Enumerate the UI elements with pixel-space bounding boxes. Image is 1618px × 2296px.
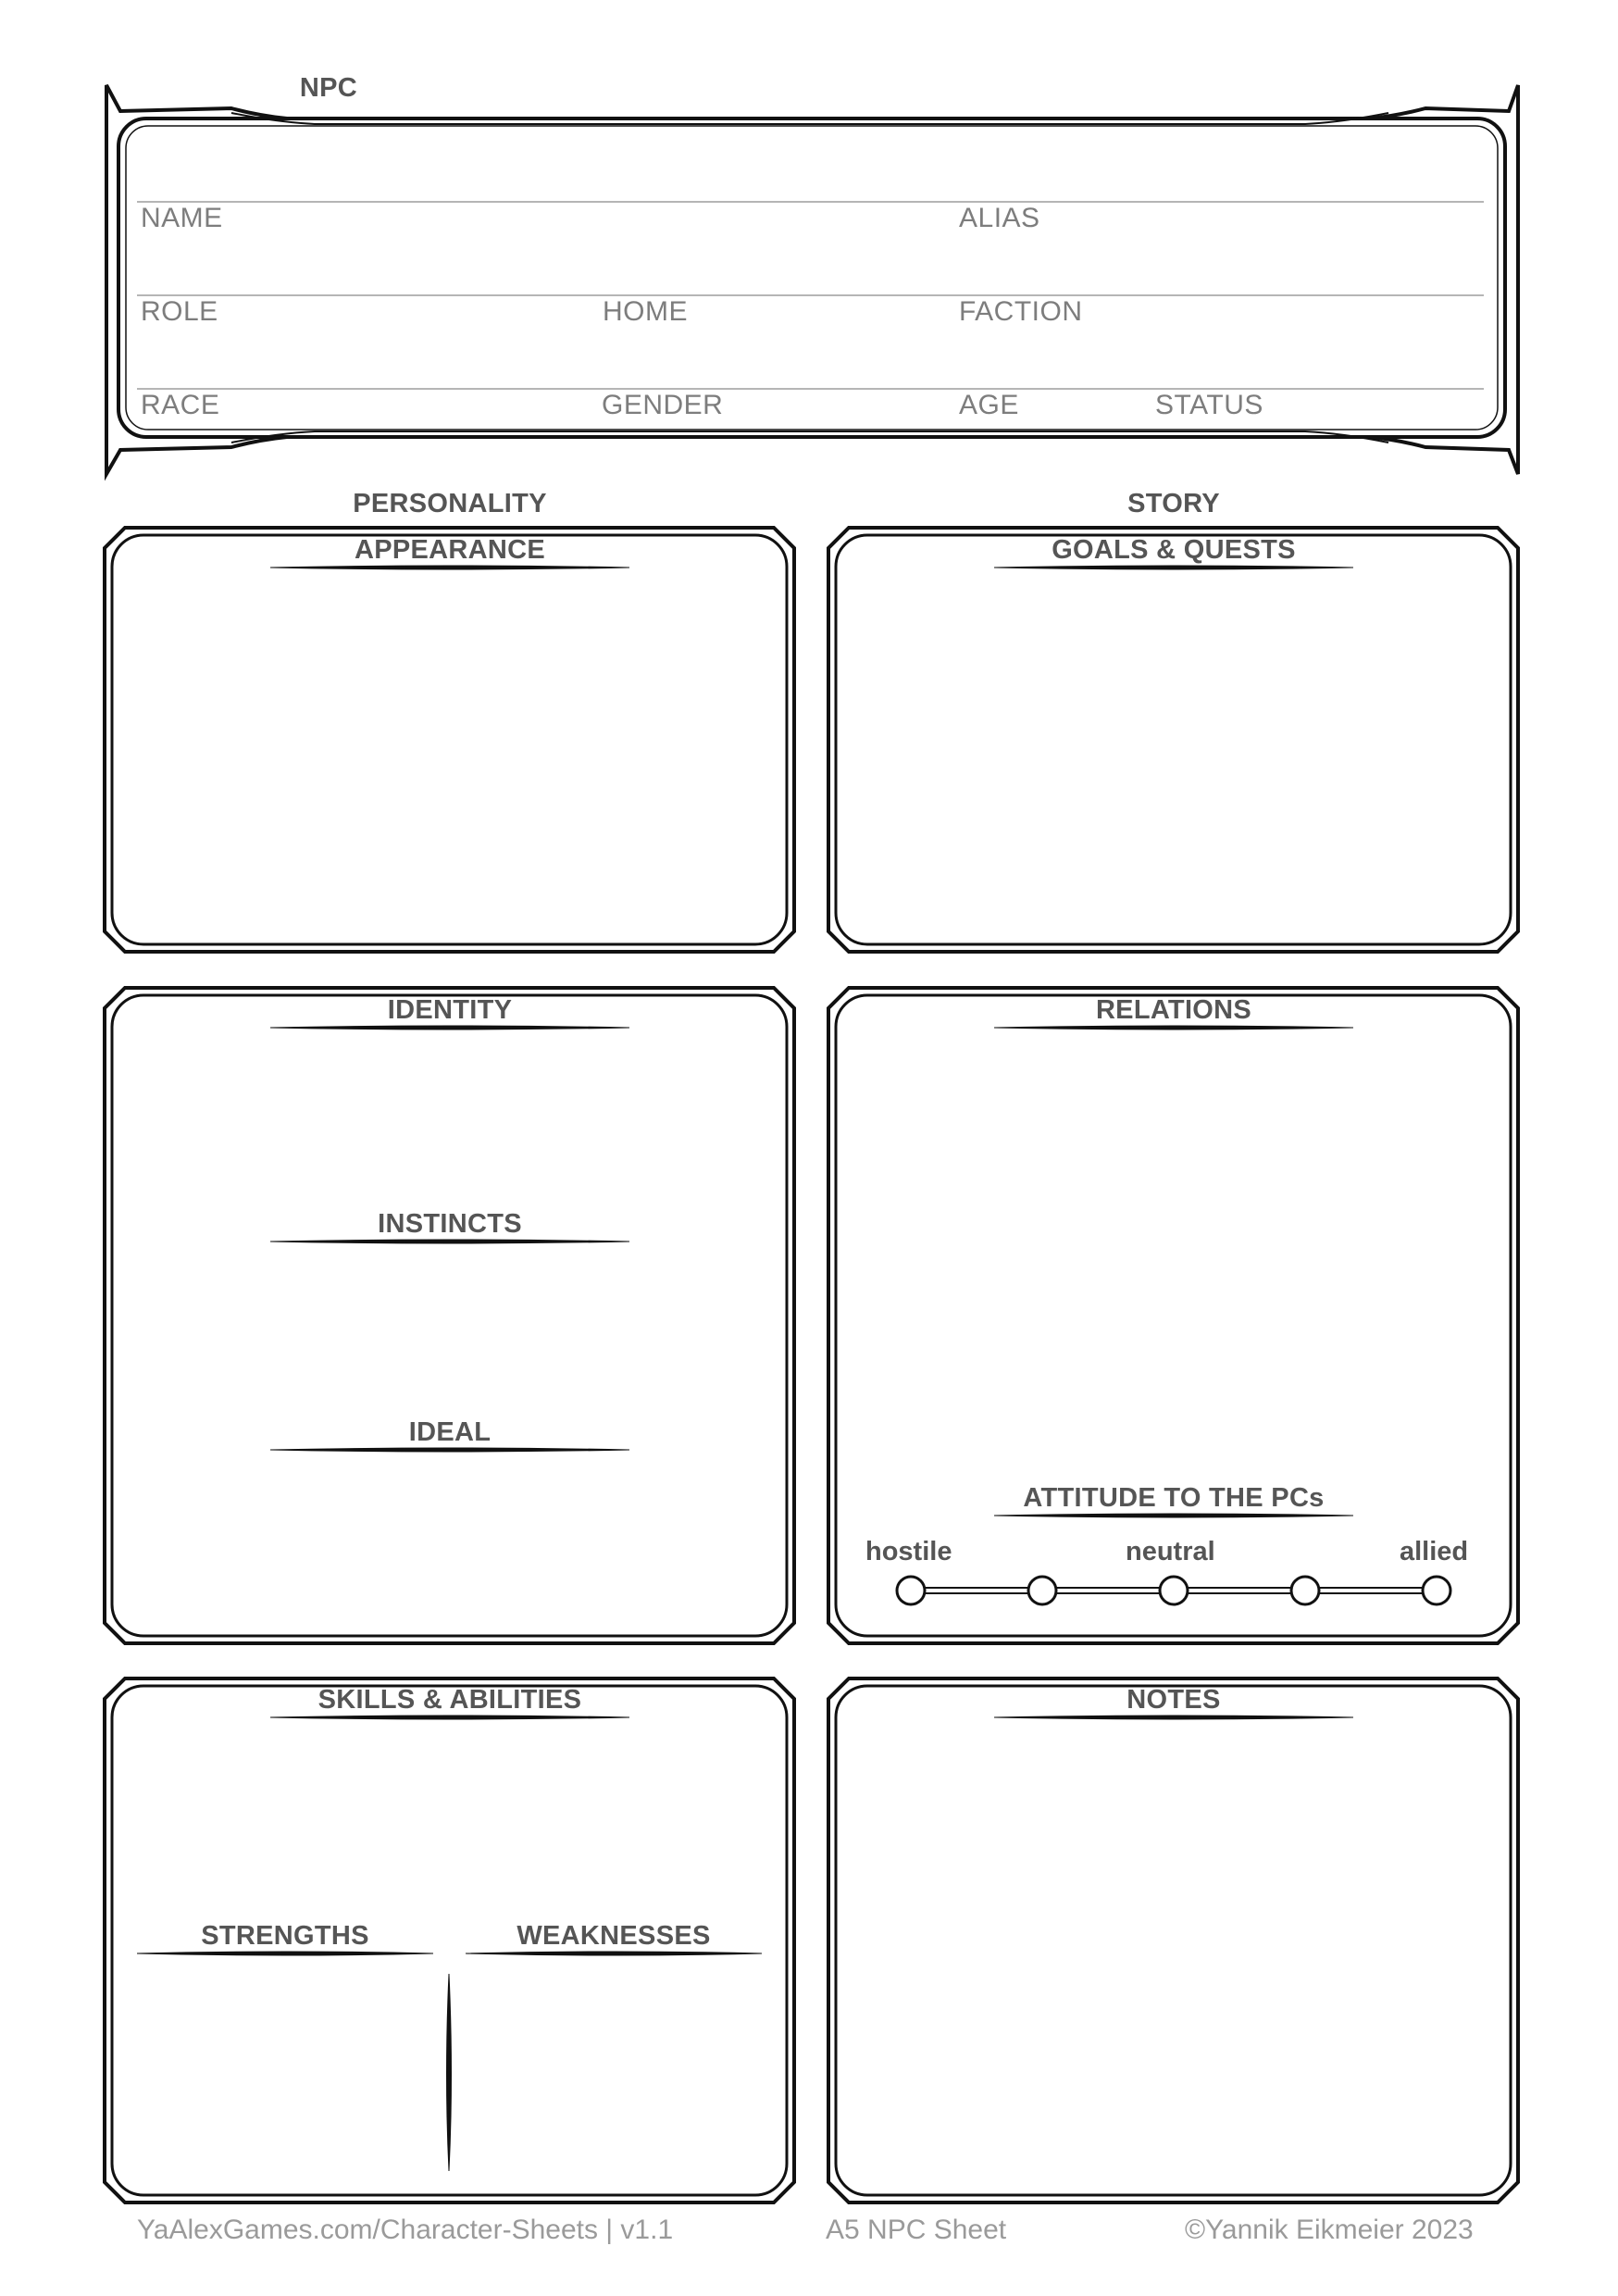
strengths-area[interactable] — [120, 1963, 435, 2162]
appearance-title: APPEARANCE — [354, 535, 546, 565]
race-label: RACE — [141, 390, 220, 420]
appearance-flourish — [270, 566, 629, 569]
relations-title: RELATIONS — [1095, 995, 1252, 1025]
strengths-weaknesses-divider — [447, 1974, 452, 2171]
notes-title: NOTES — [1126, 1685, 1221, 1715]
allied-label: allied — [1400, 1537, 1469, 1566]
name-label: NAME — [141, 203, 223, 233]
ideal-flourish — [270, 1448, 629, 1452]
weaknesses-title: WEAKNESSES — [517, 1921, 711, 1951]
alias-label: ALIAS — [959, 203, 1040, 233]
ideal-area[interactable] — [120, 1456, 781, 1623]
age-label: AGE — [959, 390, 1019, 420]
attitude-option-1[interactable] — [897, 1577, 925, 1604]
skills-flourish — [270, 1716, 629, 1719]
strengths-title: STRENGTHS — [201, 1921, 369, 1951]
identity-title: IDENTITY — [387, 995, 513, 1025]
instincts-flourish — [270, 1240, 629, 1243]
attitude-option-4[interactable] — [1291, 1577, 1319, 1604]
footer-website: YaAlexGames.com/Character-Sheets | v1.1 — [137, 2215, 674, 2245]
notes-flourish — [994, 1716, 1353, 1719]
personality-heading: PERSONALITY — [353, 489, 547, 518]
strengths-flourish — [137, 1952, 433, 1955]
story-heading: STORY — [1127, 489, 1220, 518]
skills-area[interactable] — [120, 1726, 781, 1929]
goals-area[interactable] — [844, 574, 1505, 944]
attitude-option-3[interactable] — [1160, 1577, 1188, 1604]
relations-flourish — [994, 1026, 1353, 1029]
identity-flourish — [270, 1026, 629, 1029]
instincts-area[interactable] — [120, 1248, 781, 1415]
home-label: HOME — [603, 296, 688, 327]
footer-sheet-name: A5 NPC Sheet — [826, 2215, 1007, 2245]
relations-area[interactable] — [844, 1035, 1505, 1470]
hostile-label: hostile — [865, 1537, 952, 1566]
role-label: ROLE — [141, 296, 218, 327]
goals-flourish — [994, 566, 1353, 569]
status-label: STATUS — [1155, 390, 1263, 420]
skills-title: SKILLS & ABILITIES — [317, 1685, 582, 1715]
goals-title: GOALS & QUESTS — [1052, 535, 1296, 565]
gender-label: GENDER — [602, 390, 724, 420]
sheet-title: NPC — [299, 73, 358, 103]
identity-area[interactable] — [120, 1035, 781, 1202]
weaknesses-flourish — [466, 1952, 762, 1955]
notes-area[interactable] — [844, 1726, 1505, 2161]
attitude-title: ATTITUDE TO THE PCs — [1023, 1483, 1325, 1513]
attitude-flourish — [994, 1514, 1353, 1517]
faction-label: FACTION — [959, 296, 1083, 327]
footer-copyright: ©Yannik Eikmeier 2023 — [1185, 2215, 1474, 2245]
weaknesses-area[interactable] — [463, 1963, 778, 2162]
neutral-label: neutral — [1126, 1537, 1215, 1566]
attitude-option-2[interactable] — [1028, 1577, 1056, 1604]
instincts-title: INSTINCTS — [378, 1209, 522, 1239]
ideal-title: IDEAL — [408, 1417, 492, 1447]
attitude-option-5[interactable] — [1423, 1577, 1450, 1604]
appearance-area[interactable] — [120, 574, 781, 944]
